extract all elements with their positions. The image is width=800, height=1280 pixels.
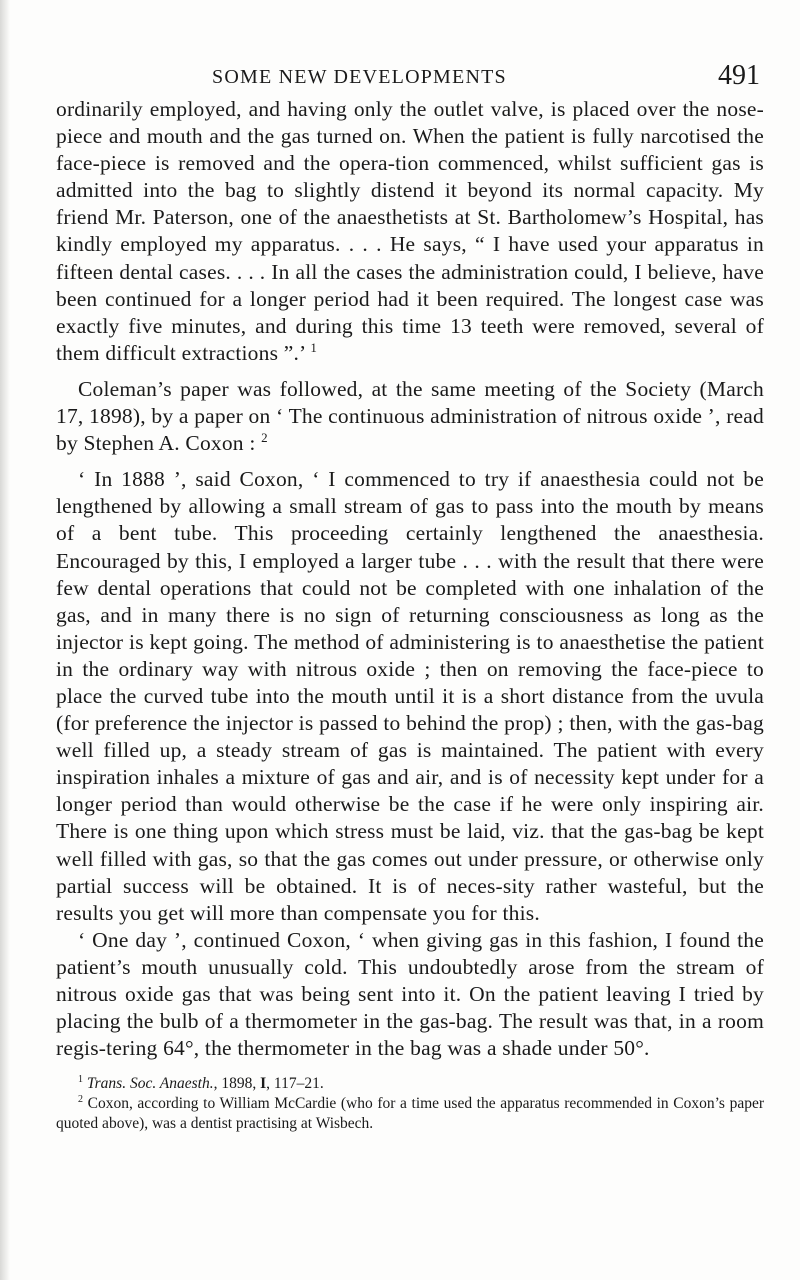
book-page <box>56 0 764 1134</box>
footnote-1-pages: , 117–21. <box>266 1075 324 1093</box>
paragraph-2 <box>56 376 764 457</box>
footnote-1-marker: 1 <box>78 1074 83 1086</box>
footnote-2-marker: 2 <box>78 1094 83 1106</box>
footnote-ref-1: 1 <box>310 339 318 355</box>
footnote-1-journal: Trans. Soc. Anaesth. <box>86 1075 214 1093</box>
footnote-ref-2: 2 <box>261 430 268 446</box>
paragraph-4 <box>56 927 764 1062</box>
footnote-1 <box>56 1074 764 1094</box>
page-edge-shadow <box>0 0 10 1280</box>
footnote-1-volume: I <box>260 1075 267 1093</box>
footnote-1-year: , 1898, <box>213 1075 261 1093</box>
body-text <box>56 96 764 1062</box>
paragraph-3-text: ‘ In 1888 ’, said Coxon, ‘ I commenced to try if anaesthesia could not be lengthened by allowing a small stream of gas to pass into the mouth by means of a bent tube. This proceeding certainly lengthened the anaesthesia. Encouraged by this, I employed a larger tube . . . with the result that there were few dental operations that could not be completed with one inhalation of the gas, and in many there is no sign of returning consciousness as long as the injector is kept going. The method of administering is to anaesthetise the patient in the ordinary way with nitrous oxide ; then on removing the face-piece to place the curved tube into the mouth until it is a short distance from the uvula (for preference the injector is passed to behind the prop) ; then, with the gas-bag well filled up, a steady stream of gas is maintained. The patient with every inspiration inhales a mixture of gas and air, and is of necessity kept under for a longer period than would otherwise be the case if he were only inspiring air. There is one thing upon which stress must be laid, viz. that the gas-bag be kept well filled with gas, so that the gas comes out under pressure, or otherwise only partial success will be obtained. It is of neces-sity rather wasteful, but the results you get will more than compensate you for this. <box>56 467 764 925</box>
paragraph-1 <box>56 96 764 367</box>
page-header <box>56 0 764 96</box>
running-title: SOME NEW DEVELOPMENTS <box>212 66 507 88</box>
paragraph-2-text: Coleman’s paper was followed, at the same meeting of the Society (March 17, 1898), by a paper on ‘ The continuous administration of nitrous oxide ’, read by Stephen A. Coxon : <box>56 376 764 456</box>
paragraph-3 <box>56 466 764 927</box>
footnote-2-text: Coxon, according to William McCardie (who for a time used the apparatus recommended in Coxon’s paper quoted above), was a dentist practising at Wisbech. <box>56 1095 764 1133</box>
page-number: 491 <box>718 60 760 91</box>
footnotes <box>56 1074 764 1134</box>
paragraph-1-text: ordinarily employed, and having only the outlet valve, is placed over the nose-piece and mouth and the gas turned on. When the patient is fully narcotised the face-piece is removed and the opera-tion commenced, whilst sufficient gas is admitted into the bag to slightly distend it beyond its normal capacity. My friend Mr. Paterson, one of the anaesthetists at St. Bartholomew’s Hospital, has kindly employed my apparatus. . . . He says, “ I have used your apparatus in fifteen dental cases. . . . In all the cases the administration could, I believe, have been continued for a longer period had it been required. The longest case was exactly five minutes, and during this time 13 teeth were removed, several of them difficult extractions ”.’ <box>56 97 764 365</box>
footnote-2 <box>56 1094 764 1134</box>
paragraph-4-text: ‘ One day ’, continued Coxon, ‘ when giving gas in this fashion, I found the patient’s mouth unusually cold. This undoubtedly arose from the stream of nitrous oxide gas that was being sent into it. On the patient leaving I tried by placing the bulb of a thermometer in the gas-bag. The result was that, in a room regis-tering 64°, the thermometer in the bag was a shade under 50°. <box>56 927 764 1061</box>
